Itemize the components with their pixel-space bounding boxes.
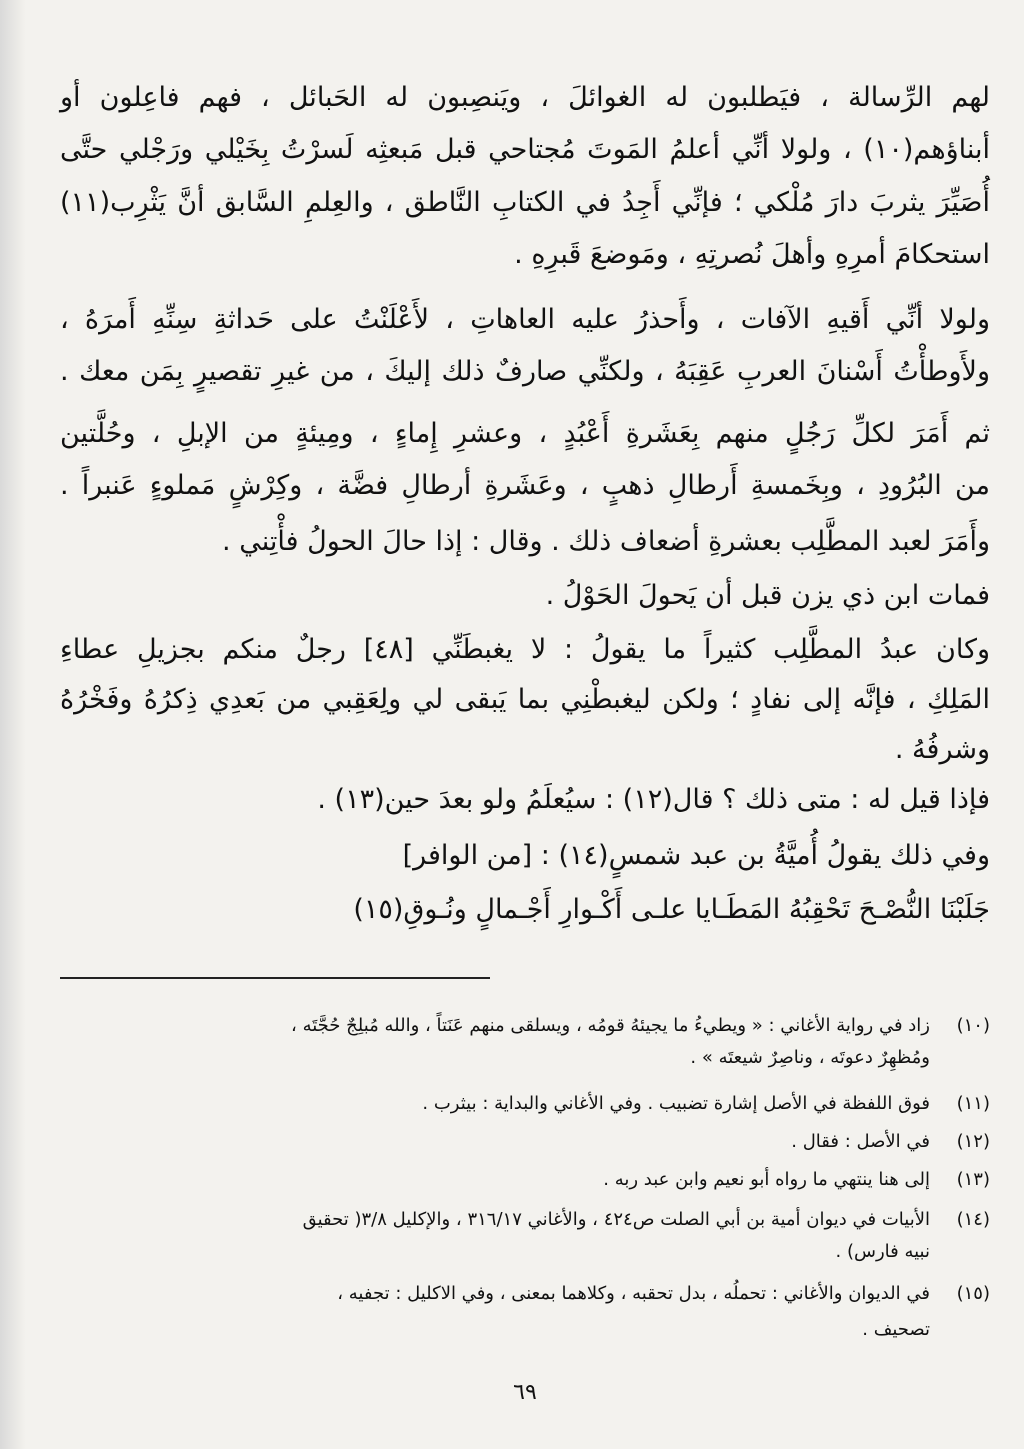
footnote-number: (١٤) xyxy=(956,1209,990,1230)
footnote-number: (١٥) xyxy=(956,1283,990,1304)
text-line: فإذا قيل له : متى ذلك ؟ قال(١٢) : سيُعلَمُ ولو بعدَ حين(١٣) . xyxy=(317,784,990,815)
text-line: وكان عبدُ المطَّلِب كثيراً ما يقولُ : لا يغبطَنِّي [٤٨] رجلٌ منكم بجزيلِ عطاءِ xyxy=(60,634,990,665)
page-edge-shadow xyxy=(0,0,26,1449)
text-line: وشرفُهُ . xyxy=(894,734,990,765)
footnote-text: ومُظهِرٌ دعوتَه ، وناصِرٌ شيعتَه » . xyxy=(690,1047,930,1068)
text-line: فمات ابن ذي يزن قبل أن يَحولَ الحَوْلُ . xyxy=(545,580,990,611)
footnote xyxy=(60,1128,990,1156)
text-line: أبناؤهم(١٠) ، ولولا أنِّي أعلمُ المَوتَ مُجتاحي قبل مَبعثِه لَسرْتُ بِخَيْلي ورَجْلي حتَّى xyxy=(60,134,990,165)
scanned-page xyxy=(60,62,990,1432)
footnote xyxy=(60,1012,990,1040)
verse-line: جَلَبْنَا النُّصْـحَ تَحْقِبُهُ المَطَـايا علـى أَكْـوارِ أَجْـمالٍ ونُـوقِ(١٥) xyxy=(353,894,990,925)
footnote-number: (١١) xyxy=(956,1093,990,1114)
footnote-text: نبيه فارس) . xyxy=(835,1241,930,1262)
footnote xyxy=(60,1090,990,1118)
text-line: لهم الرِّسالة ، فيَطلبون له الغوائلَ ، ويَنصِبون له الحَبائل ، فهم فاعِلون أو xyxy=(60,82,990,113)
text-line: استحكامَ أمرِهِ وأهلَ نُصرتِهِ ، ومَوضعَ قَبرِهِ . xyxy=(514,239,990,270)
text-line: وفي ذلك يقولُ أُميَّةُ بن عبد شمسٍ(١٤) : [من الوافر] xyxy=(402,840,990,871)
text-line: ولأَوطأْتُ أَسْنانَ العربِ عَقِبَهُ ، ولكنِّي صارفٌ ذلك إليكَ ، من غيرِ تقصيرٍ بِمَن معك . xyxy=(60,356,990,387)
text-line: المَلِكِ ، فإنَّه إلى نفادٍ ؛ ولكن ليغبطْنِي بما يَبقى لي ولِعَقِبي من بَعدِي ذِكرُهُ وفَخْرُهُ xyxy=(60,684,990,715)
footnote-continuation xyxy=(0,1044,990,1072)
footnote xyxy=(60,1206,990,1234)
text-line: ثم أَمَرَ لكلِّ رَجُلٍ منهم بِعَشَرةِ أَعْبُدٍ ، وعشرِ إِماءٍ ، ومِيئةٍ من الإبلِ ، وحُلَّتين xyxy=(60,418,990,449)
footnote-number: (١٢) xyxy=(956,1131,990,1152)
footnote-number: (١٣) xyxy=(956,1169,990,1190)
footnote-continuation xyxy=(0,1316,990,1344)
footnote-number: (١٠) xyxy=(956,1015,990,1036)
text-line: وأَمَرَ لعبد المطَّلِب بعشرةِ أضعاف ذلك . وقال : إذا حالَ الحولُ فأْتِني . xyxy=(222,526,990,557)
footnote-text: فوق اللفظة في الأصل إشارة تضبيب . وفي الأغاني والبداية : بيثرب . xyxy=(422,1093,930,1114)
footnote-text: تصحيف . xyxy=(862,1319,930,1340)
footnote-text: إلى هنا ينتهي ما رواه أبو نعيم وابن عبد ربه . xyxy=(603,1169,930,1190)
footnote-text: الأبيات في ديوان أمية بن أبي الصلت ص٤٢٤ ، والأغاني ٣١٦/١٧ ، والإكليل ٣/٨( تحقيق xyxy=(302,1209,930,1230)
footnote xyxy=(60,1166,990,1194)
text-line: أُصَيِّرَ يثربَ دارَ مُلْكي ؛ فإنِّي أَجِدُ في الكتابِ النَّاطق ، والعِلمِ السَّابق أنَّ يَثْرِب(١١) xyxy=(60,187,990,218)
footnote-text: في الديوان والأغاني : تحملُه ، بدل تحقبه ، وكلاهما بمعنى ، وفي الاكليل : تجفيه ، xyxy=(337,1283,930,1304)
text-line: ولولا أنِّي أَقيهِ الآفات ، وأَحذرُ عليه العاهاتِ ، لأَعْلَنْتُ على حَداثةِ سِنِّهِ أَمرَهُ ، xyxy=(60,304,990,335)
footnote-continuation xyxy=(0,1238,990,1266)
footnote-text: زاد في رواية الأغاني : « ويطيءُ ما يجيئهُ قومُه ، ويسلقى منهم عَنَتاً ، والله مُبلِجٌ حُجَّتَه ، xyxy=(291,1015,930,1036)
footnote-text: في الأصل : فقال . xyxy=(791,1131,930,1152)
text-line: من البُرُودِ ، وبِخَمسةِ أَرطالِ ذهبٍ ، وعَشَرةِ أرطالِ فضَّة ، وكِرْشٍ مَملوءٍ عَنبراً . xyxy=(60,470,990,501)
page-number: ٦٩ xyxy=(513,1380,537,1405)
footnote xyxy=(60,1280,990,1308)
footnote-separator xyxy=(60,977,490,979)
